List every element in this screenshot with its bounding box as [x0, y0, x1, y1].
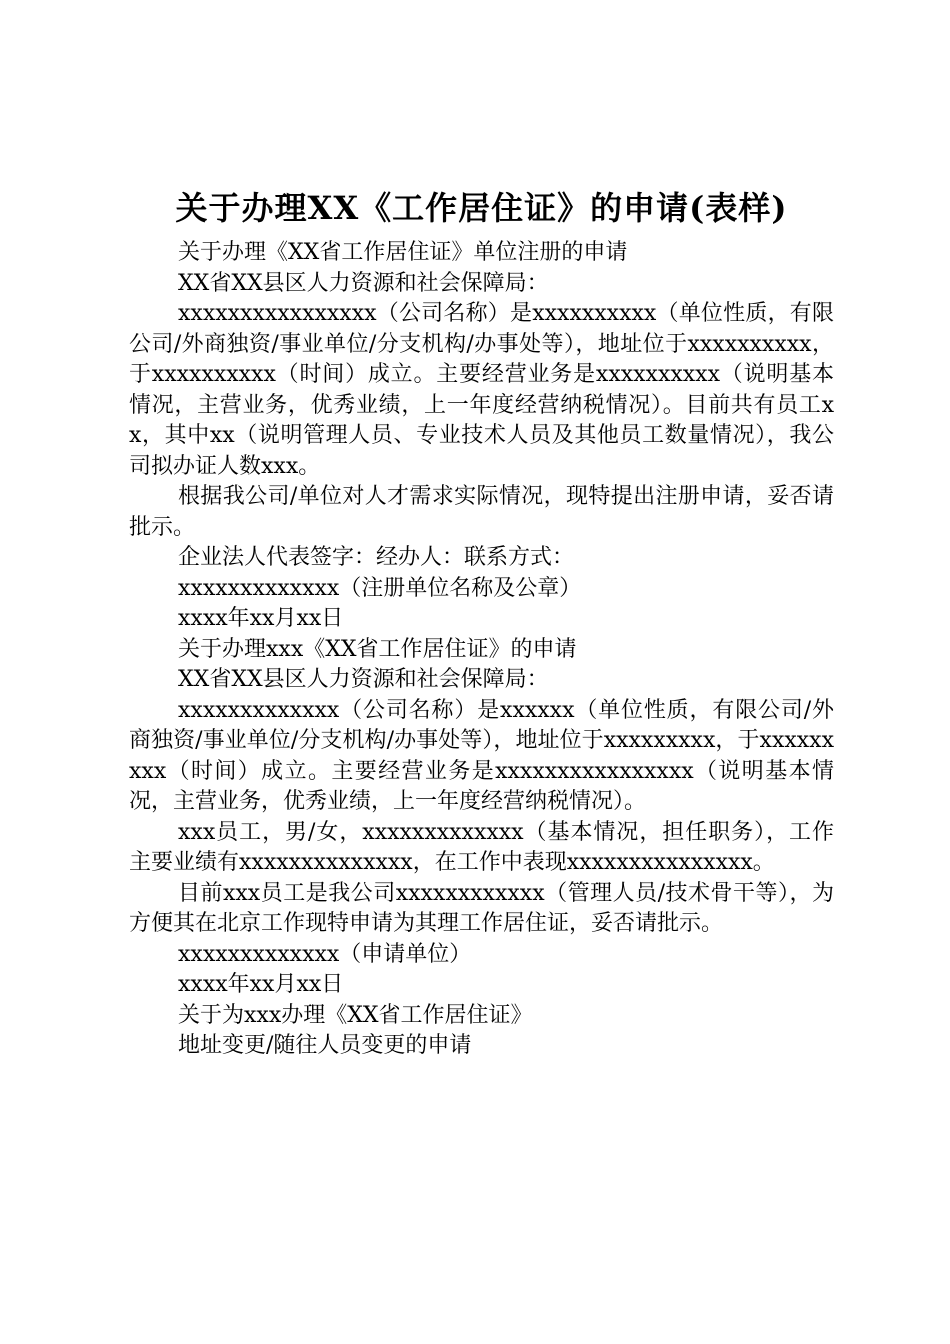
paragraph-employee-info: xxx员工，男/女，xxxxxxxxxxxxx（基本情况，担任职务），工作主要业绩有xxxxxxxxxxxxxx，在工作中表现xxxxxxxxxxxxxxx。 [129, 819, 834, 875]
paragraph-date: xxxx年xx月xx日 [178, 606, 344, 631]
paragraph-seal: xxxxxxxxxxxxx（注册单位名称及公章） [178, 575, 582, 601]
paragraph-heading-change-2: 地址变更/随往人员变更的申请 [178, 1033, 472, 1058]
paragraph-addressee-2: XX省XX县区人力资源和社会保障局： [178, 667, 549, 692]
paragraph-company-intro-2: xxxxxxxxxxxxx（公司名称）是xxxxxx（单位性质，有限公司/外商独资/事业单位/分支机构/办事处等），地址位于xxxxxxxxx，于xxxxxxxxx（时间）成立。主要经营业务是xxxxxxxxxxxxxxxx（说明基本情况，主营业务，优秀业绩，上一年度经营纳税情况）。 [129, 697, 834, 814]
paragraph-employee-request: 目前xxx员工是我公司xxxxxxxxxxxx（管理人员/技术骨干等），为方便其在北京工作现特申请为其理工作居住证，妥否请批示。 [129, 880, 834, 936]
paragraph-request: 根据我公司/单位对人才需求实际情况，现特提出注册申请，妥否请批示。 [129, 484, 834, 540]
paragraph-company-intro: xxxxxxxxxxxxxxxx（公司名称）是xxxxxxxxxx（单位性质，有限公司/外商独资/事业单位/分支机构/办事处等），地址位于xxxxxxxxxx，于xxxxxxxxxx（时间）成立。主要经营业务是xxxxxxxxxx（说明基本情况，主营业务，优秀业绩，上一年度经营纳税情况）。目前共有员工xx，其中xx（说明管理人员、专业技术人员及其他员工数量情况），我公司拟办证人数xxx。 [129, 301, 834, 479]
paragraph-heading-registration: 关于办理《XX省工作居住证》单位注册的申请 [178, 240, 628, 265]
paragraph-heading-application: 关于办理xxx《XX省工作居住证》的申请 [178, 636, 577, 662]
paragraph-addressee: XX省XX县区人力资源和社会保障局： [178, 270, 549, 296]
paragraph-applicant: xxxxxxxxxxxxx（申请单位） [178, 941, 472, 967]
document-page [129, 186, 834, 1062]
paragraph-heading-change: 关于为xxx办理《XX省工作居住证》 [178, 1002, 533, 1028]
document-title: 关于办理XX《工作居住证》的申请(表样) [175, 189, 788, 227]
paragraph-signature-line: 企业法人代表签字：经办人：联系方式： [178, 545, 575, 570]
paragraph-date-2: xxxx年xx月xx日 [178, 972, 344, 997]
